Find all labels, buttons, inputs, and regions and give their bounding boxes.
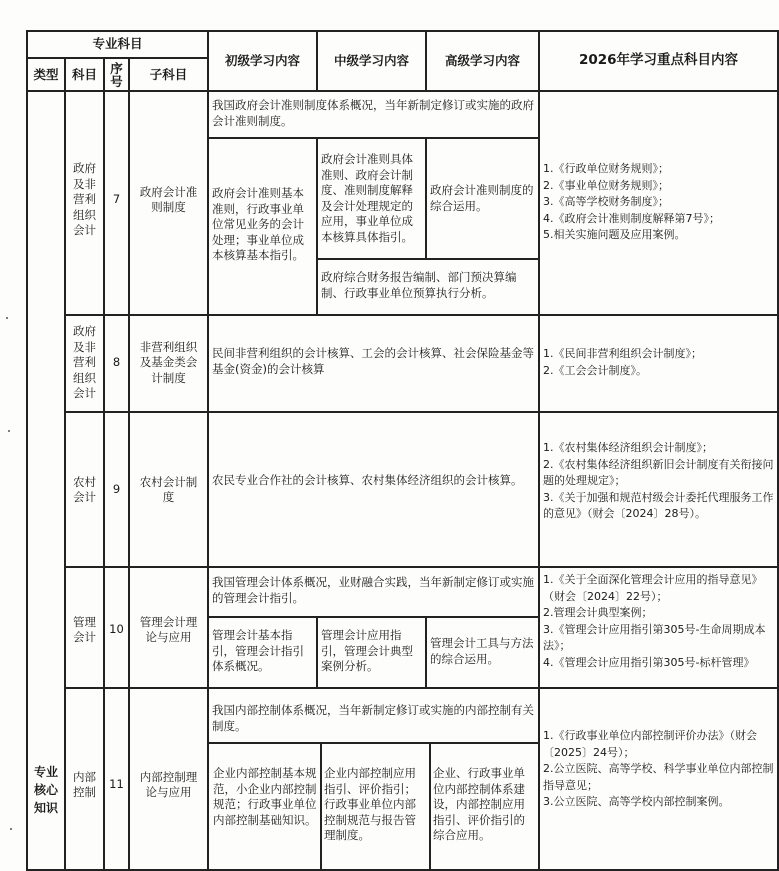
row8-shared-content: 民间非营利组织的会计核算、工会的会计核算、社会保险基金等基金(资金)的会计核算 — [212, 346, 534, 376]
row7-shared-bottom: 政府综合财务报告编制、部门预决算编制、行政事业单位预算执行分析。 — [321, 270, 517, 300]
header-seq: 序号 — [110, 60, 123, 89]
header-subject: 科目 — [71, 66, 97, 82]
row7-shared-content: 我国政府会计准则制度体系概况，当年新制定修订或实施的政府会计准则制度。 — [212, 98, 534, 128]
row9-shared-content: 农民专业合作社的会计核算、农村集体经济组织的会计核算。 — [212, 473, 523, 487]
row-divider — [64, 687, 778, 689]
row10-seq: 10 — [109, 622, 124, 637]
header-intermediate: 中级学习内容 — [333, 52, 409, 68]
row10-shared-divider — [207, 616, 538, 618]
row11-focus: 1.《行政事业单位内部控制评价办法》（财会〔2025〕24号）； 2.公立医院、高等学校、科学事业单位内部控制指导意见； 3.公立医院、高等学校内部控制案例。 — [543, 729, 774, 808]
scan-speck — [8, 430, 10, 432]
row-divider — [64, 411, 778, 413]
row7-intermediate: 政府会计准则具体准则、政府会计制度、准则制度解释及会计处理规定的应用，事业单位成本核算具体指引。 — [321, 152, 413, 244]
row9-subsubject: 农村会计制度 — [139, 474, 198, 504]
col-divider-seq — [128, 57, 130, 869]
header-focus: 2026年学习重点科目内容 — [578, 51, 739, 68]
category-label: 专业核心知识 — [33, 765, 58, 815]
col-divider-inter-r7 — [425, 137, 427, 258]
row-divider — [64, 314, 778, 316]
scan-speck — [6, 317, 8, 319]
table-right-border — [777, 30, 779, 871]
row9-focus: 1.《农村集体经济组织会计制度》； 2.《农村集体经济组织新旧会计制度有关衔接问题的处理规定》； 3.《关于加强和规范村级会计委托代理服务工作的意见》（财会〔2024〕28号）。 — [543, 441, 774, 520]
row11-basic: 企业内部控制基本规范，小企业内部控制规范；行政事业单位内部控制基础知识。 — [213, 766, 317, 827]
header-bottom-border — [26, 90, 778, 92]
col-divider-inter-r10 — [425, 616, 427, 687]
row11-subsubject: 内部控制理论与应用 — [139, 769, 198, 799]
row11-seq: 11 — [109, 777, 124, 792]
col-divider-basic-r7 — [316, 137, 318, 314]
row11-intermediate: 企业内部控制应用指引、评价指引；行政事业单位内部控制规范与报告管理制度。 — [324, 766, 416, 842]
col-divider-subsubject — [207, 30, 209, 869]
row7-shared-divider — [207, 137, 538, 139]
row10-advanced: 管理会计工具与方法的综合运用。 — [430, 636, 534, 666]
row7-bottom-shared-divider — [316, 258, 538, 260]
header-advanced: 高级学习内容 — [444, 52, 520, 68]
col-divider-focus — [538, 30, 540, 869]
row10-basic: 管理会计基本指引，管理会计指引体系概况。 — [212, 628, 304, 673]
row11-shared-divider — [207, 742, 538, 744]
row7-basic: 政府会计准则基本准则，行政事业单位常见业务的会计处理；事业单位成本核算基本指引。 — [212, 186, 304, 262]
row10-shared-content: 我国管理会计体系概况，业财融合实践，当年新制定修订或实施的管理会计指引。 — [212, 575, 534, 605]
row7-subsubject: 政府会计准则制度 — [139, 184, 198, 214]
header-subsubject: 子科目 — [149, 66, 188, 82]
row10-intermediate: 管理会计应用指引，管理会计典型案例分析。 — [321, 628, 413, 673]
header-type: 类型 — [33, 66, 59, 82]
row7-focus: 1.《行政单位财务规则》； 2.《事业单位财务规则》； 3.《高等学校财务制度》； 4.《政府会计准则制度解释第7号》； 5.相关实施问题及应用案例。 — [543, 162, 720, 241]
header-basic: 初级学习内容 — [224, 52, 300, 68]
row8-focus: 1.《民间非营利组织会计制度》； 2.《工会会计制度》。 — [543, 347, 702, 377]
row10-subject: 管理会计 — [73, 614, 96, 644]
row8-seq: 8 — [112, 355, 121, 370]
row11-advanced: 企业、行政事业单位内部控制体系建设，内部控制应用指引、评价指引的综合应用。 — [433, 766, 525, 842]
row8-subsubject: 非营利组织及基金类会计制度 — [139, 339, 198, 385]
table-bottom-border — [26, 869, 778, 871]
row11-shared-content: 我国内部控制体系概况，当年新制定修订或实施的内部控制有关制度。 — [212, 703, 534, 733]
row9-seq: 9 — [112, 482, 121, 497]
header-group: 专业科目 — [92, 36, 143, 52]
row8-subject: 政府及非营利组织会计 — [73, 324, 96, 401]
table-left-border — [26, 30, 28, 871]
row7-seq: 7 — [112, 192, 121, 207]
row9-subject: 农村会计 — [73, 474, 96, 504]
col-divider-basic-r10 — [316, 616, 318, 687]
row10-focus: 1.《关于全面深化管理会计应用的指导意见》（财会〔2024〕22号）； 2.管理会计典型案例； 3.《管理会计应用指引第305号-生命周期成本法》； 4.《管理会计应用指引第305号-标杆管理》 — [543, 573, 766, 669]
scan-speck — [10, 828, 12, 830]
row10-subsubject: 管理会计理论与应用 — [139, 614, 198, 644]
row-divider — [64, 566, 778, 568]
row7-advanced: 政府会计准则制度的综合运用。 — [430, 183, 534, 213]
row11-subject: 内部控制 — [73, 769, 96, 799]
row7-subject: 政府及非营利组织会计 — [73, 161, 96, 238]
